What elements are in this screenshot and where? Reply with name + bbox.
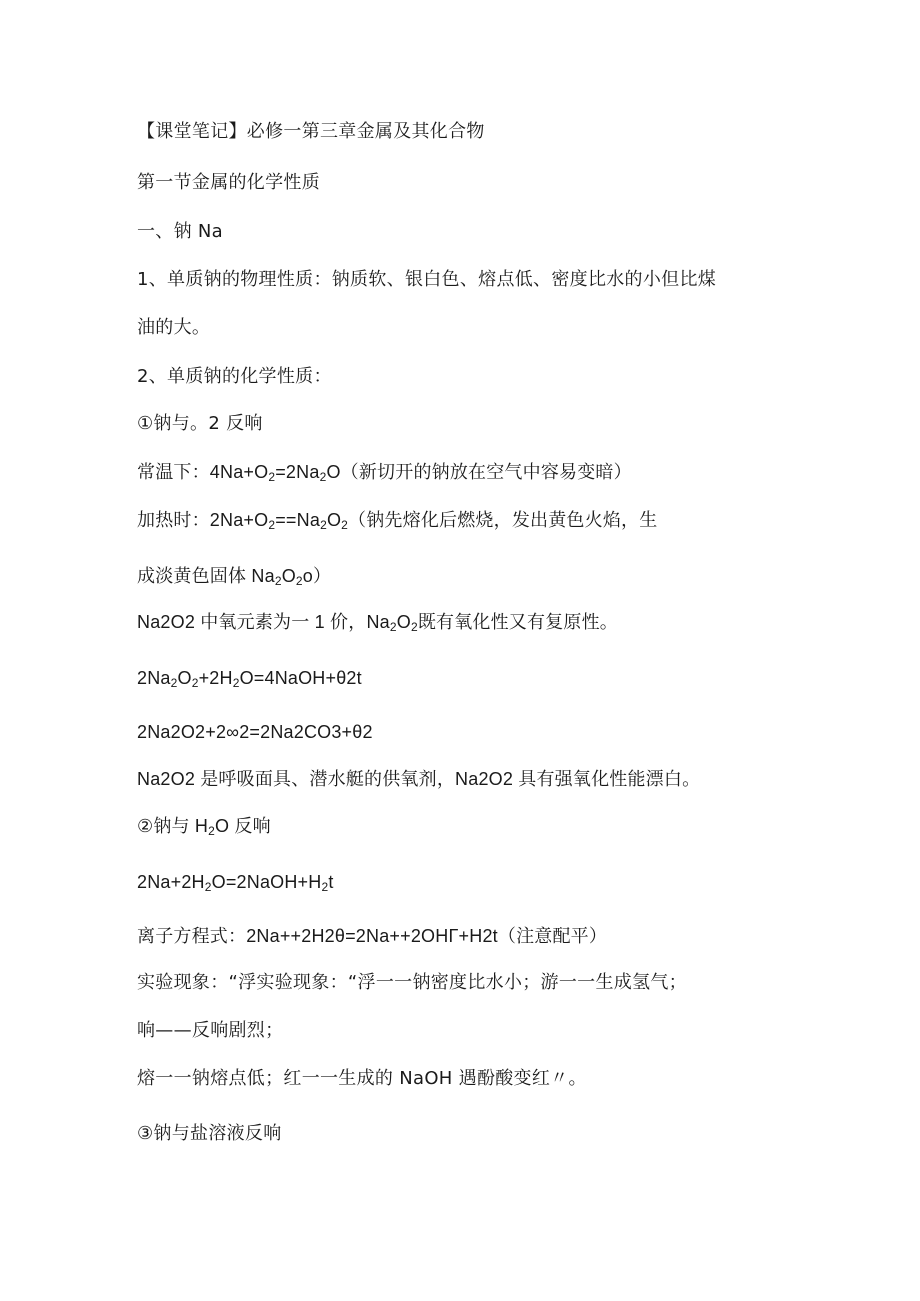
item-water-reaction: ②钠与 $H_2O$ 反响	[137, 816, 271, 838]
equation-peroxide-water: $2Na_2O_2+2H_2O=4NaOH+\theta 2t$	[137, 668, 362, 690]
equation-sodium-water: $2Na+2H_2O=2NaOH+H_2t$	[137, 872, 334, 894]
subsection-heading: 一、钠 Na	[137, 221, 224, 242]
heating-reaction: 加热时：$2Na+O_2==Na_2O_2$（钠先熔化后燃烧，发出黄色火焰，生	[137, 510, 658, 532]
item-oxygen-reaction: ①钠与。2 反响	[137, 413, 263, 434]
document-title: 【课堂笔记】必修一第三章金属及其化合物	[137, 121, 485, 142]
item-salt-solution-reaction: ③钠与盐溶液反响	[137, 1123, 282, 1144]
room-temperature-reaction: 常温下：$4Na+O_2=2Na_2O$（新切开的钠放在空气中容易变暗）	[137, 462, 632, 484]
phenomenon-line-1: 实验现象：“浮实验现象：“浮一一钠密度比水小；游一一生成氢气；	[137, 972, 687, 993]
phenomenon-line-3: 熔一一钠熔点低；红一一生成的 NaOH 遇酚酸变红〃。	[137, 1068, 587, 1089]
physical-properties-line-1: 1、单质钠的物理性质：钠质软、银白色、熔点低、密度比水的小但比煤	[137, 269, 717, 290]
chemical-properties-heading: 2、单质钠的化学性质：	[137, 366, 332, 387]
ionic-equation: 离子方程式：2Na++2H2θ=2Na++2OHΓ+H2t（注意配平）	[137, 926, 608, 946]
peroxide-valence-note: Na2O2 中氧元素为一 1 价，$Na_2O_2$既有氧化性又有复原性。	[137, 612, 619, 634]
physical-properties-line-2: 油的大。	[137, 317, 211, 338]
phenomenon-line-2: 响——反响剧烈；	[137, 1020, 284, 1041]
heating-reaction-continued: 成淡黄色固体 $Na_2O_2o$）	[137, 566, 332, 588]
equation-peroxide-co2: 2Na2O2+2∞2=2Na2CO3+θ2	[137, 722, 373, 742]
peroxide-uses: Na2O2 是呼吸面具、潜水艇的供氧剂，Na2O2 具有强氧化性能漂白。	[137, 769, 701, 789]
section-heading: 第一节金属的化学性质	[137, 172, 320, 193]
